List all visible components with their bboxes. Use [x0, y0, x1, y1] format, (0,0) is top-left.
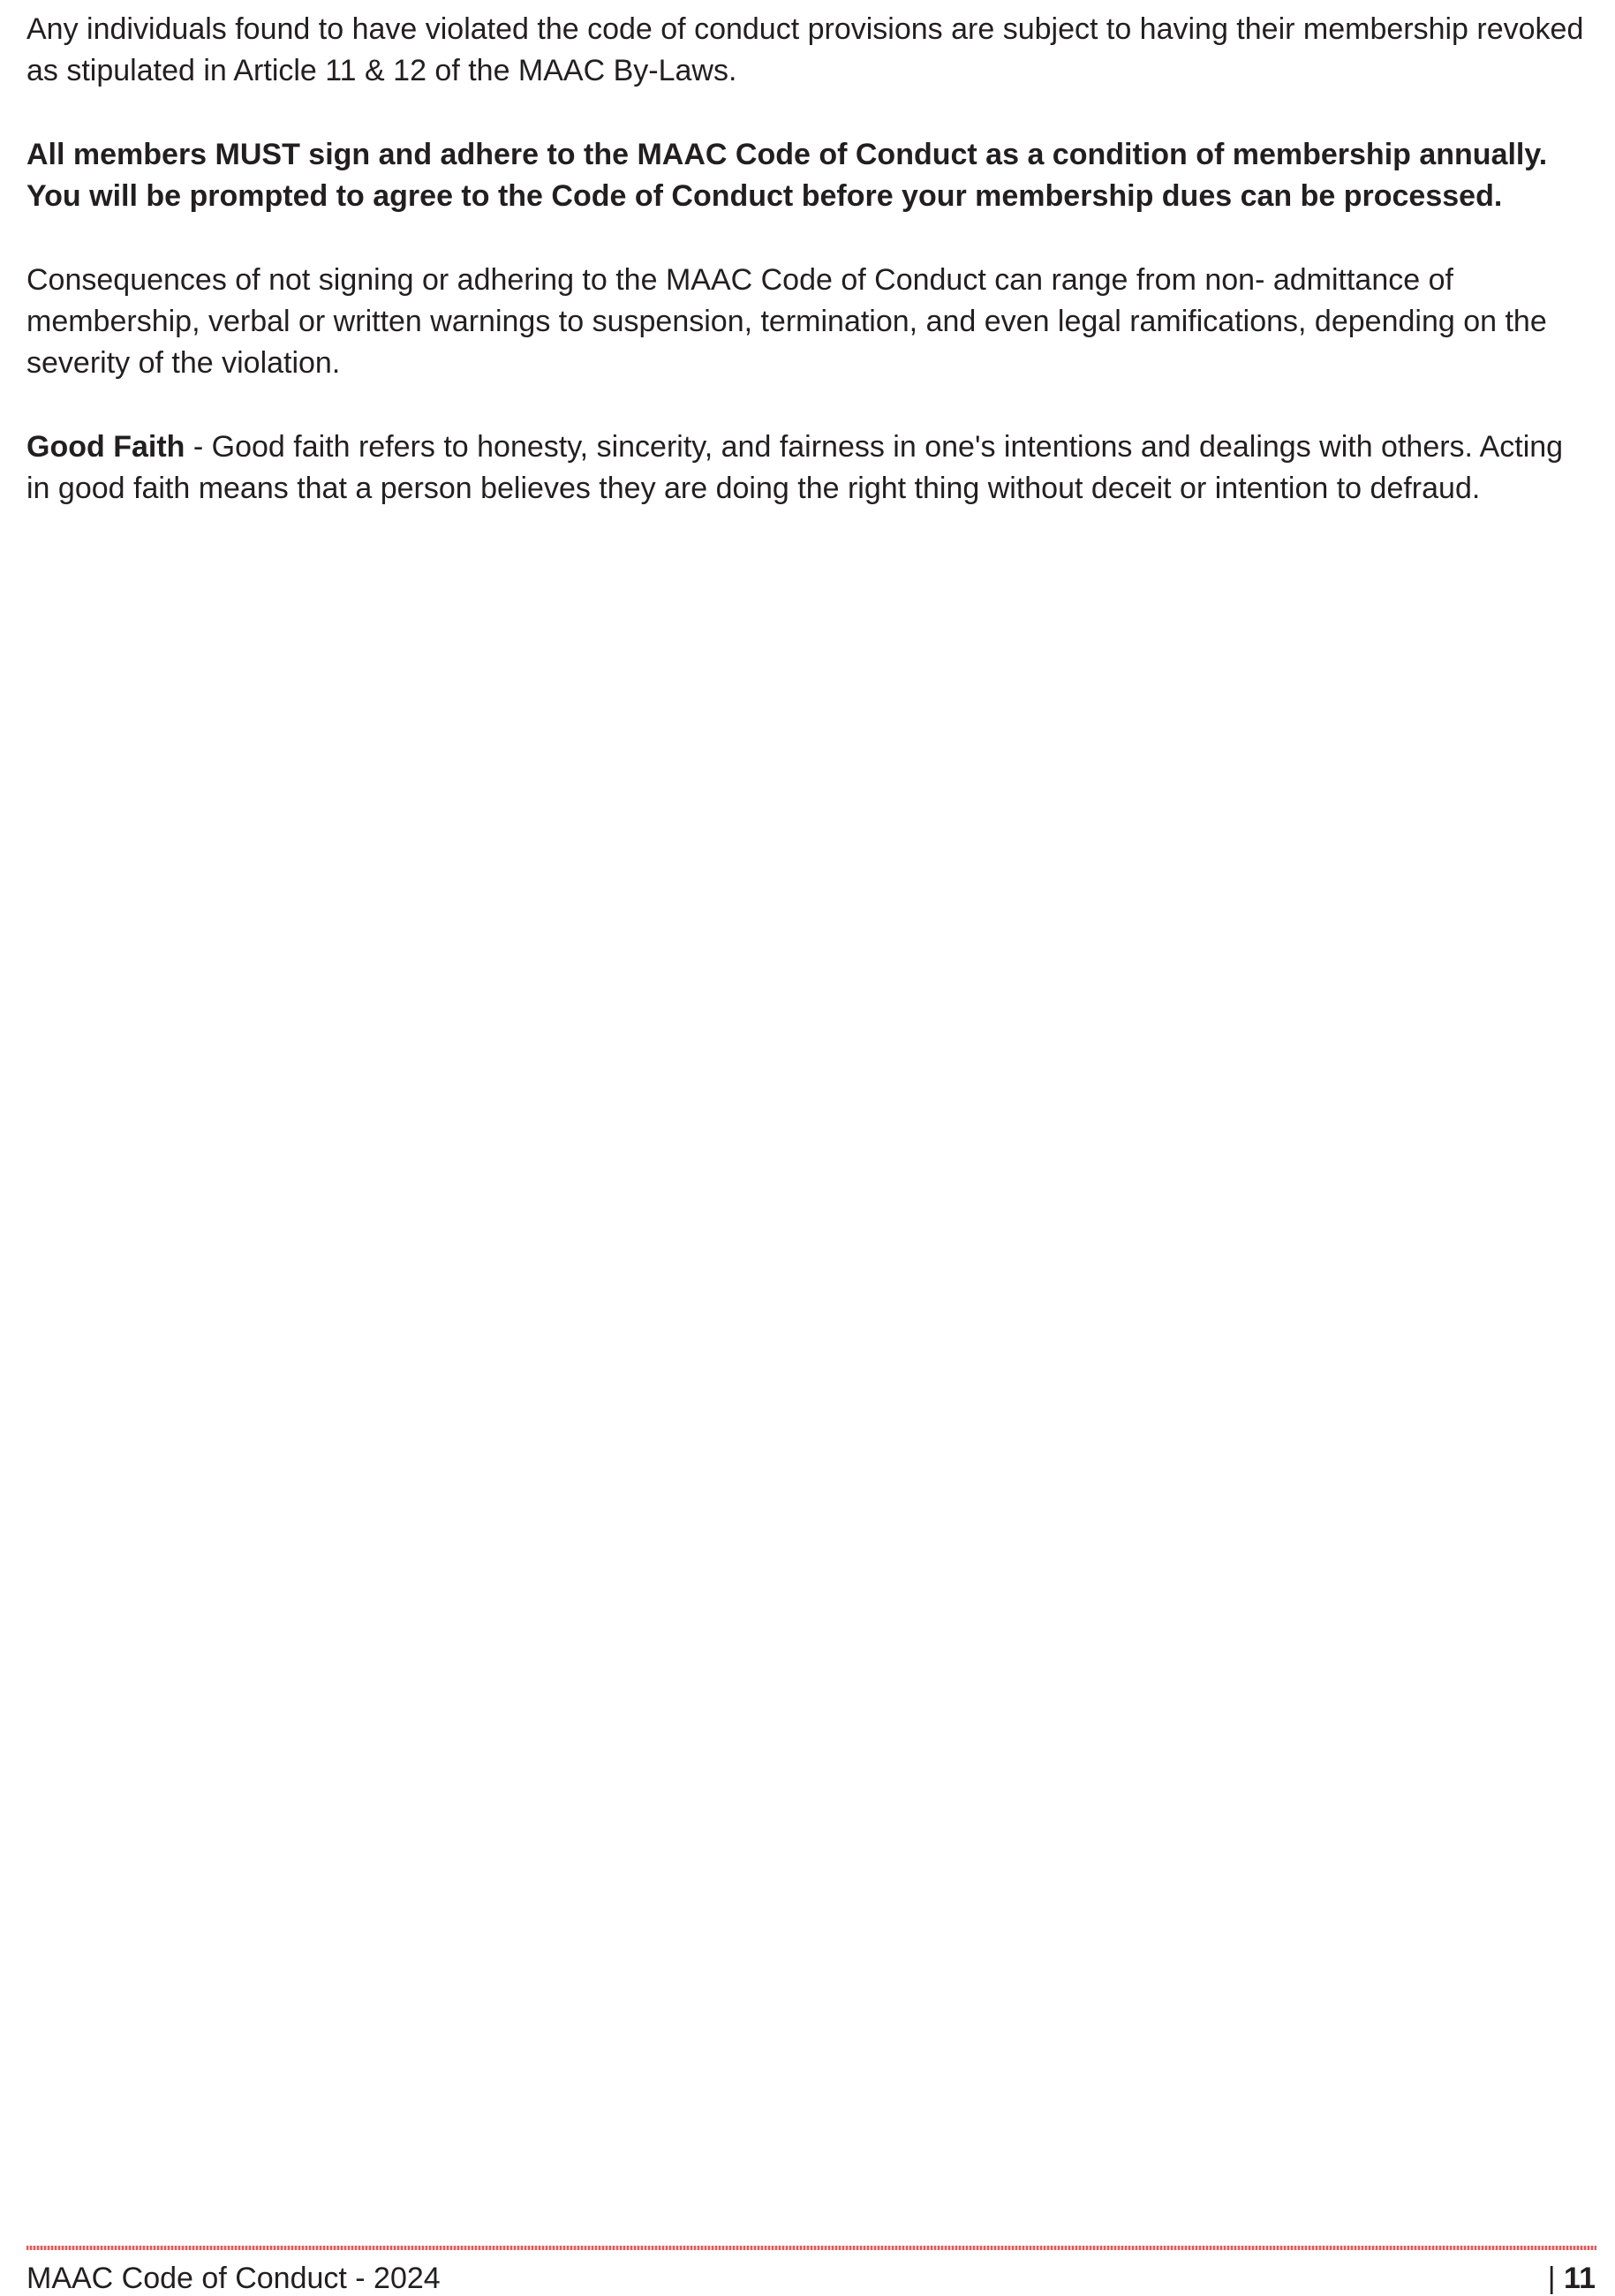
paragraph-signing-requirement: All members MUST sign and adhere to the MAAC Code of Conduct as a condition of membership annually. You will be prompted to agree to the Code of Conduct before your membership dues can be processed.: [26, 138, 1548, 213]
footer-document-title: MAAC Code of Conduct - 2024: [26, 2262, 441, 2295]
document-body: [26, 9, 1589, 552]
paragraph-membership-revocation: Any individuals found to have violated the code of conduct provisions are subject to having their membership revoked as stipulated in Article 11 & 12 of the MAAC By-Laws.: [26, 12, 1584, 87]
footer-separator: |: [1547, 2262, 1565, 2295]
footer-page-number: [1548, 2261, 1596, 2296]
paragraph-consequences: Consequences of not signing or adhering to the MAAC Code of Conduct can range from non- admittance of membership, verbal or written warnings to suspension, termination, and even legal ramifications, depending on the severity of the violation.: [26, 263, 1547, 380]
footer-divider: [26, 2246, 1596, 2250]
paragraph-good-faith: [26, 427, 1589, 510]
good-faith-term: Good Faith: [26, 430, 185, 464]
good-faith-definition: - Good faith refers to honesty, sincerity, and fairness in one's intentions and dealings with others. Acting in good faith means that a person believes they are doing the right thing without deceit or intention to defraud.: [26, 430, 1564, 505]
page-number: 11: [1564, 2262, 1596, 2295]
